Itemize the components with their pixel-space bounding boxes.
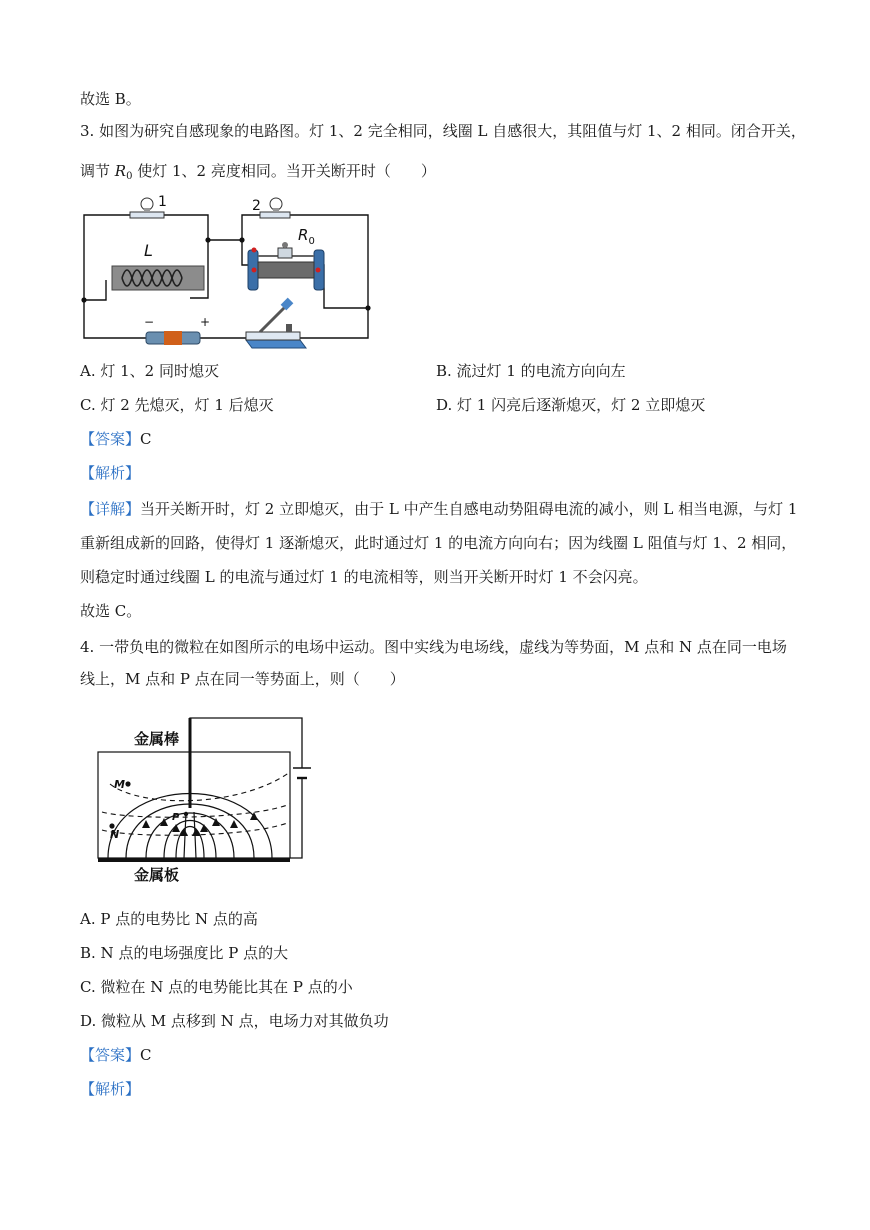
q3-option-a[interactable]: A. 灯 1、2 同时熄灭 <box>80 362 219 380</box>
battery-negative-label: − <box>144 315 155 329</box>
q3-detail-line3: 则稳定时通过线圈 L 的电流与通过灯 1 的电流相等，则当开关断开时灯 1 不会闪亮。 <box>80 568 648 586</box>
lamp-1-label: 1 <box>158 194 167 210</box>
point-m-dot <box>125 781 130 786</box>
q3-detail-line1: 【详解】当开关断开时，灯 2 立即熄灭，由于 L 中产生自感电动势阻碍电流的减小，则 L 相当电源，与灯 1 <box>80 500 798 518</box>
battery-wire <box>290 778 302 858</box>
q3-detail-line2: 重新组成新的回路，使得灯 1 逐渐熄灭，此时通过灯 1 的电流方向向右；因为线圈 L 阻值与灯 1、2 相同， <box>80 534 797 552</box>
battery-positive-label: + <box>200 315 211 329</box>
q4-option-c[interactable]: C. 微粒在 N 点的电势能比其在 P 点的小 <box>80 978 353 996</box>
q3-conclusion: 故选 C。 <box>80 602 142 620</box>
q3-answer: 【答案】C <box>80 430 152 448</box>
rheostat-label: $R_0$ <box>298 226 315 247</box>
q3-stem-line2: 调节 $R_0$ 使灯 1、2 亮度相同。当开关断开时（ ） <box>80 162 436 182</box>
q3-option-c[interactable]: C. 灯 2 先熄灭，灯 1 后熄灭 <box>80 396 274 414</box>
rod-label: 金属棒 <box>134 730 180 748</box>
battery-icon <box>146 331 200 345</box>
q3-option-d[interactable]: D. 灯 1 闪亮后逐渐熄灭，灯 2 立即熄灭 <box>436 396 706 414</box>
q4-option-b[interactable]: B. N 点的电场强度比 P 点的大 <box>80 944 289 962</box>
container-box <box>98 752 290 858</box>
coil-icon <box>112 266 204 290</box>
q4-answer: 【答案】C <box>80 1046 152 1064</box>
switch-icon[interactable] <box>246 298 306 348</box>
q3-analysis-tag: 【解析】 <box>80 464 141 482</box>
lamp-2-icon <box>260 198 290 218</box>
previous-conclusion: 故选 B。 <box>80 90 141 108</box>
plate-label: 金属板 <box>134 866 180 884</box>
q4-option-d[interactable]: D. 微粒从 M 点移到 N 点，电场力对其做负功 <box>80 1012 389 1030</box>
q4-option-a[interactable]: A. P 点的电势比 N 点的高 <box>80 910 258 928</box>
q3-stem-line1: 3. 如图为研究自感现象的电路图。灯 1、2 完全相同，线圈 L 自感很大，其阻值与灯 1、2 相同。闭合开关， <box>80 122 806 140</box>
point-m-label: M <box>114 778 125 791</box>
point-p-dot <box>184 812 188 816</box>
q4-field-figure <box>90 712 330 888</box>
q3-circuit-figure <box>76 190 376 352</box>
coil-label: L <box>144 241 153 260</box>
q4-analysis-tag: 【解析】 <box>80 1080 141 1098</box>
metal-plate <box>98 858 290 862</box>
rheostat-icon <box>248 242 324 290</box>
q3-option-b[interactable]: B. 流过灯 1 的电流方向向左 <box>436 362 626 380</box>
q4-stem-line1: 4. 一带负电的微粒在如图所示的电场中运动。图中实线为电场线，虚线为等势面，M 点和 N 点在同一电场 <box>80 638 787 656</box>
point-n-label: N <box>110 828 120 841</box>
lamp-2-label: 2 <box>252 198 261 214</box>
point-p-label: P <box>172 812 180 823</box>
q4-stem-line2: 线上，M 点和 P 点在同一等势面上，则（ ） <box>80 670 405 688</box>
